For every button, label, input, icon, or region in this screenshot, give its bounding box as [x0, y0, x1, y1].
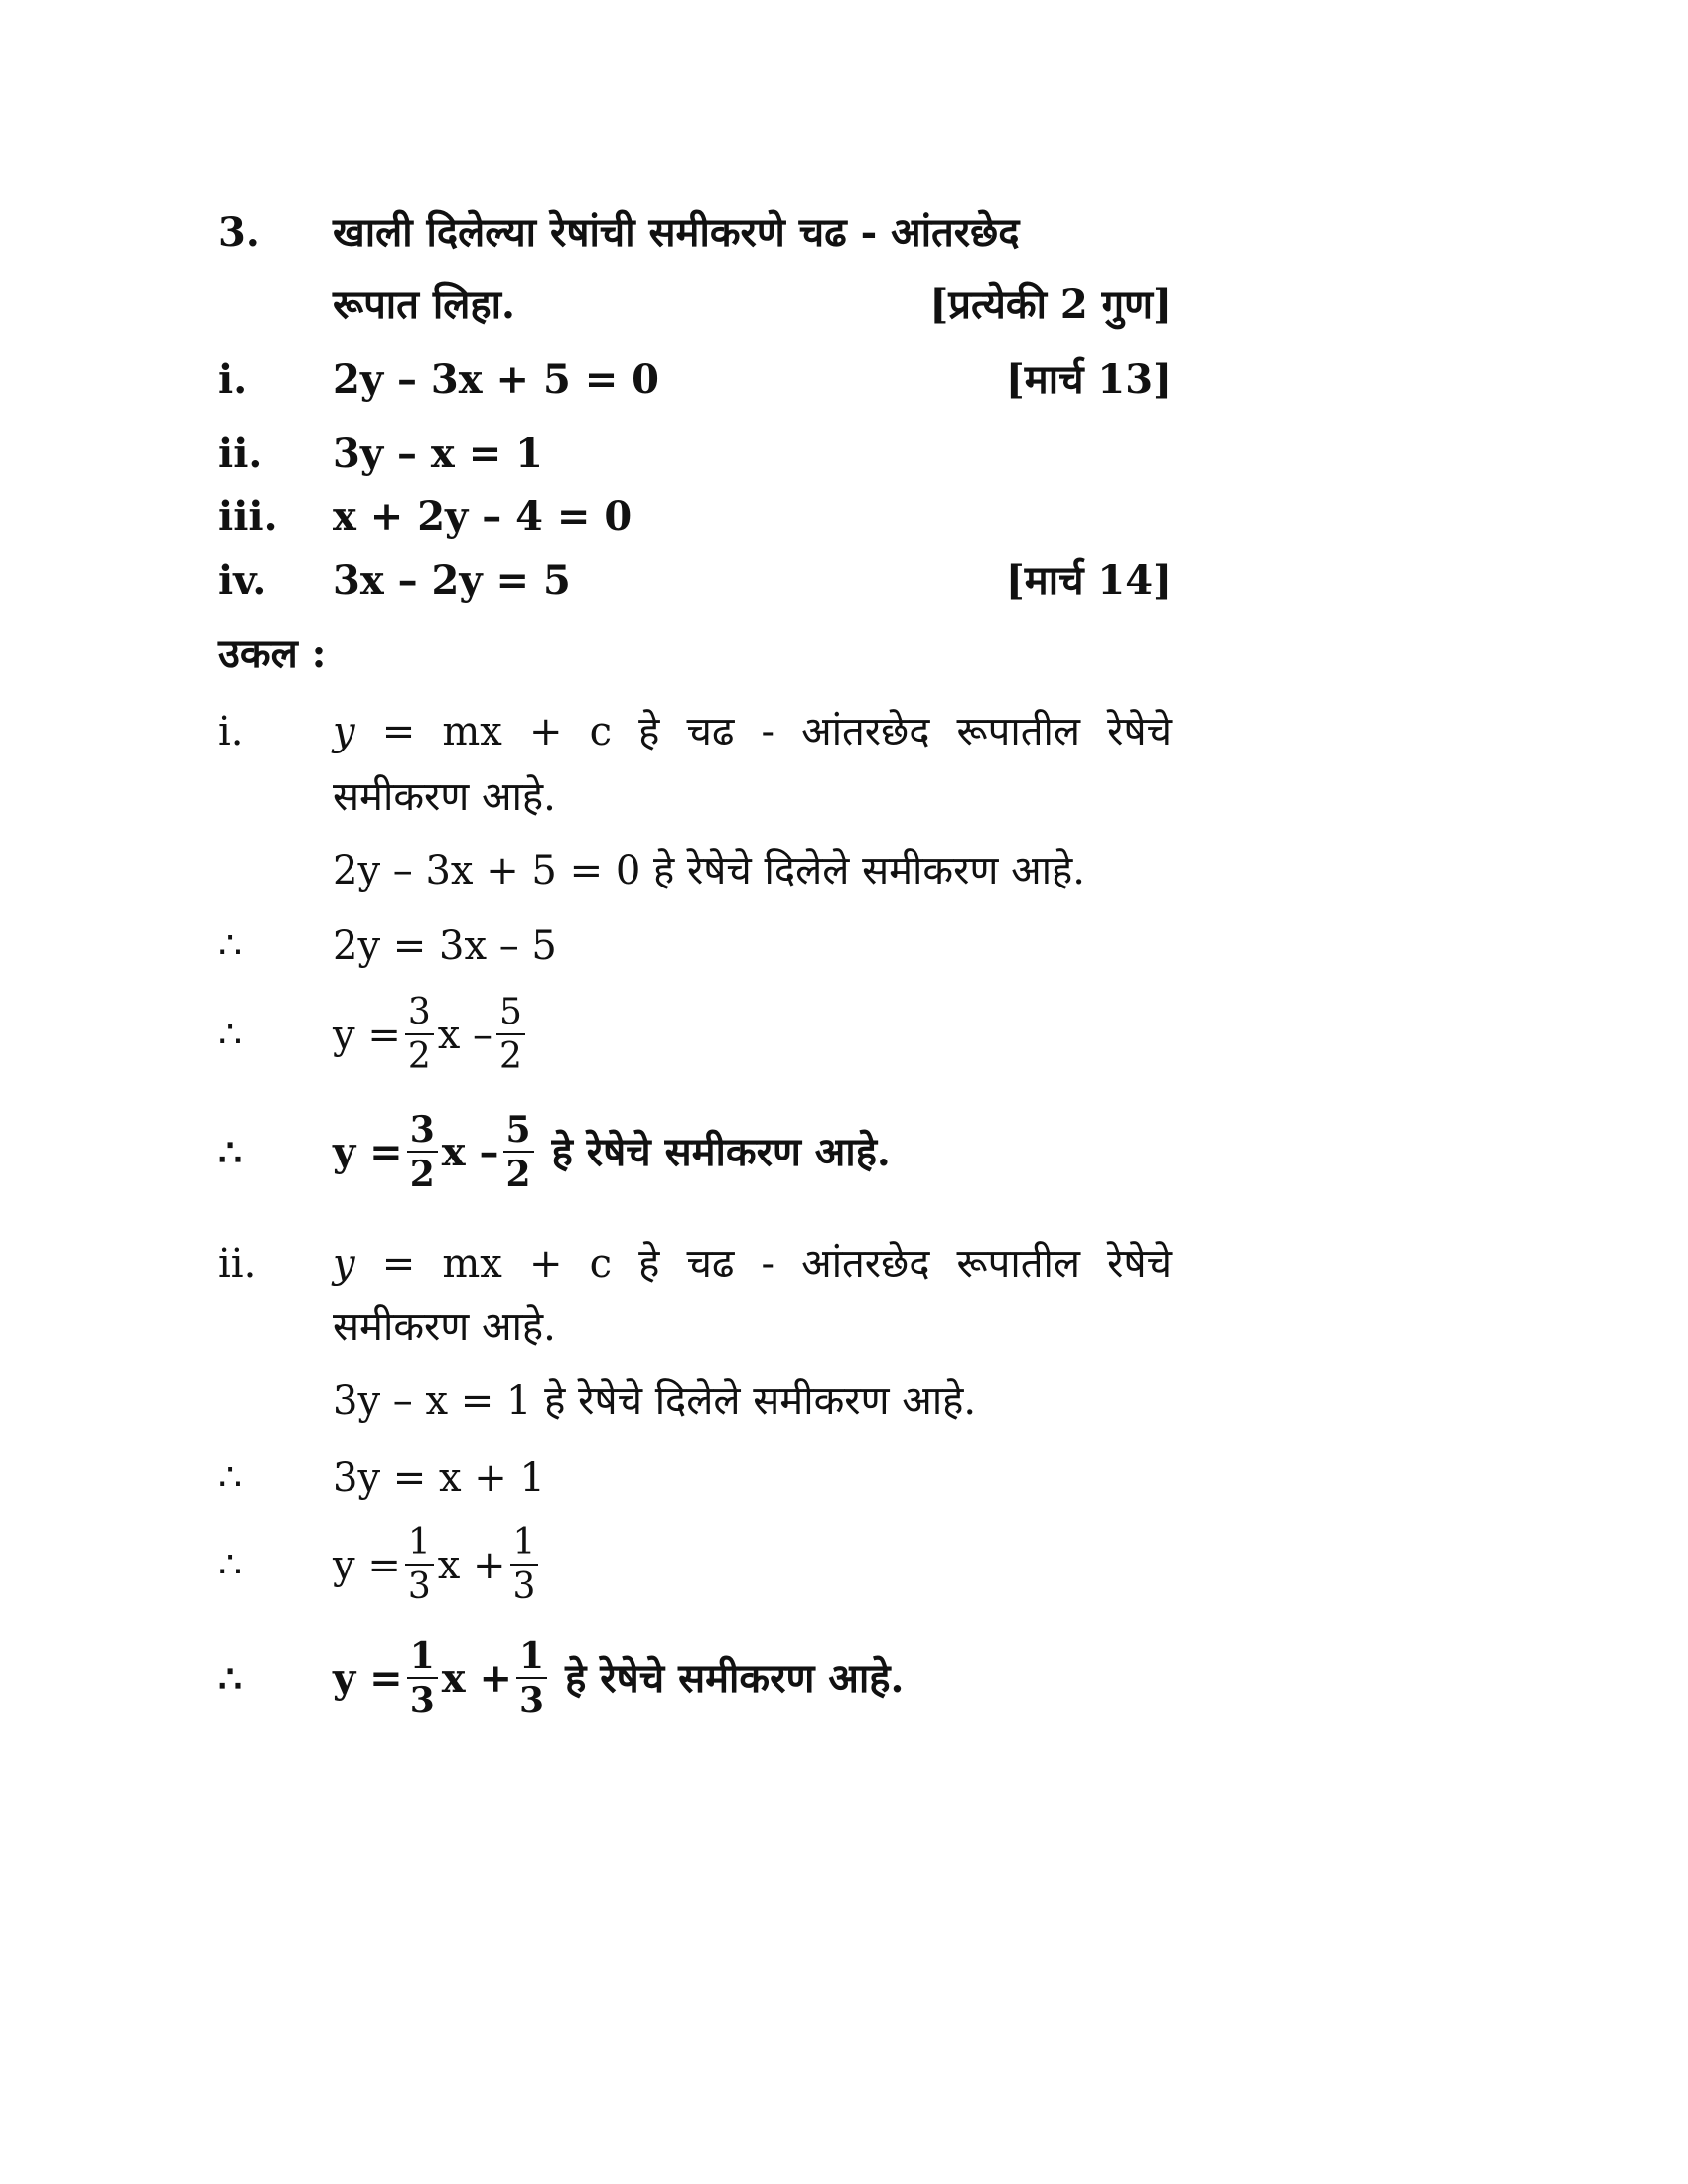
item-label: iv.: [218, 557, 267, 604]
given-equation: 2y – 3x + 5 = 0 हे रेषेचे दिलेले समीकरण आहे.: [333, 848, 1085, 893]
fraction: $\frac{1}{3}$: [407, 1638, 438, 1718]
fraction: $\frac{3}{2}$: [405, 995, 434, 1075]
solution-heading: उकल :: [218, 630, 327, 677]
item-equation: 2y – 3x + 5 = 0: [333, 356, 660, 403]
therefore-symbol: ∴: [218, 923, 243, 968]
therefore-symbol: ∴: [218, 1542, 243, 1586]
question-item: [218, 492, 1172, 542]
item-label: ii.: [218, 430, 263, 477]
question-item: [218, 556, 1172, 606]
solution-step: [218, 1522, 1172, 1607]
question-title-line2: रूपात लिहा.: [333, 281, 515, 328]
step-equation: 2y = 3x – 5: [333, 923, 557, 969]
question-marks: [प्रत्येकी 2 गुण]: [929, 281, 1172, 328]
step-equation-fraction: y = $\frac{3}{2}$ x – $\frac{5}{2}$: [333, 995, 529, 1075]
intro-words: y = mx + c हे चढ - आंतरछेद रूपातील रेषेचे: [333, 1241, 1172, 1287]
part-label: ii.: [218, 1241, 257, 1287]
question-number: 3.: [218, 209, 260, 256]
item-equation: 3x – 2y = 5: [333, 557, 571, 604]
solution-part-i-intro: [218, 707, 1172, 756]
step-equation: 3y = x + 1: [333, 1455, 545, 1501]
therefore-symbol: ∴: [218, 1655, 243, 1701]
item-equation: 3y – x = 1: [333, 430, 543, 477]
part-label: i.: [218, 709, 244, 754]
question-item: [218, 355, 1172, 405]
result-equation: y = $\frac{1}{3}$ x + $\frac{1}{3}$ हे रेषेचे समीकरण आहे.: [333, 1635, 905, 1721]
question-title-row2: [218, 280, 1172, 330]
solution-result: [218, 1109, 1172, 1195]
result-equation: y = $\frac{3}{2}$ x – $\frac{5}{2}$ हे रेषेचे समीकरण आहे.: [333, 1109, 891, 1195]
intro-words: y = mx + c हे चढ - आंतरछेद रूपातील रेषेचे: [333, 709, 1172, 754]
question-title-row: [218, 208, 1172, 258]
solution-step: [218, 992, 1172, 1077]
item-tag: [मार्च 13]: [1005, 356, 1172, 403]
solution-heading-row: [218, 629, 1172, 679]
therefore-symbol: ∴: [218, 1129, 243, 1174]
intro-line2: समीकरण आहे.: [333, 1304, 556, 1350]
therefore-symbol: ∴: [218, 1455, 243, 1500]
step-equation-fraction: y = $\frac{1}{3}$ x + $\frac{1}{3}$: [333, 1525, 542, 1605]
given-equation: 3y – x = 1 हे रेषेचे दिलेले समीकरण आहे.: [333, 1378, 977, 1424]
solution-part-ii-intro: [218, 1239, 1172, 1289]
item-label: i.: [218, 356, 248, 403]
fraction: $\frac{5}{2}$: [503, 1112, 534, 1192]
solution-step: [218, 1453, 1172, 1503]
item-tag: [मार्च 14]: [1005, 557, 1172, 604]
fraction: $\frac{1}{3}$: [405, 1525, 434, 1605]
question-title-line1: खाली दिलेल्या रेषांची समीकरणे चढ - आंतरछेद: [333, 209, 1020, 256]
fraction: $\frac{1}{3}$: [516, 1638, 547, 1718]
intro-line2: समीकरण आहे.: [333, 774, 556, 820]
solution-step: [218, 921, 1172, 971]
item-equation: x + 2y – 4 = 0: [333, 493, 633, 540]
fraction: $\frac{3}{2}$: [407, 1112, 438, 1192]
fraction: $\frac{5}{2}$: [496, 995, 525, 1075]
solution-result: [218, 1635, 1172, 1721]
fraction: $\frac{1}{3}$: [510, 1525, 539, 1605]
question-item: [218, 429, 1172, 478]
therefore-symbol: ∴: [218, 1012, 243, 1056]
item-label: iii.: [218, 493, 278, 540]
